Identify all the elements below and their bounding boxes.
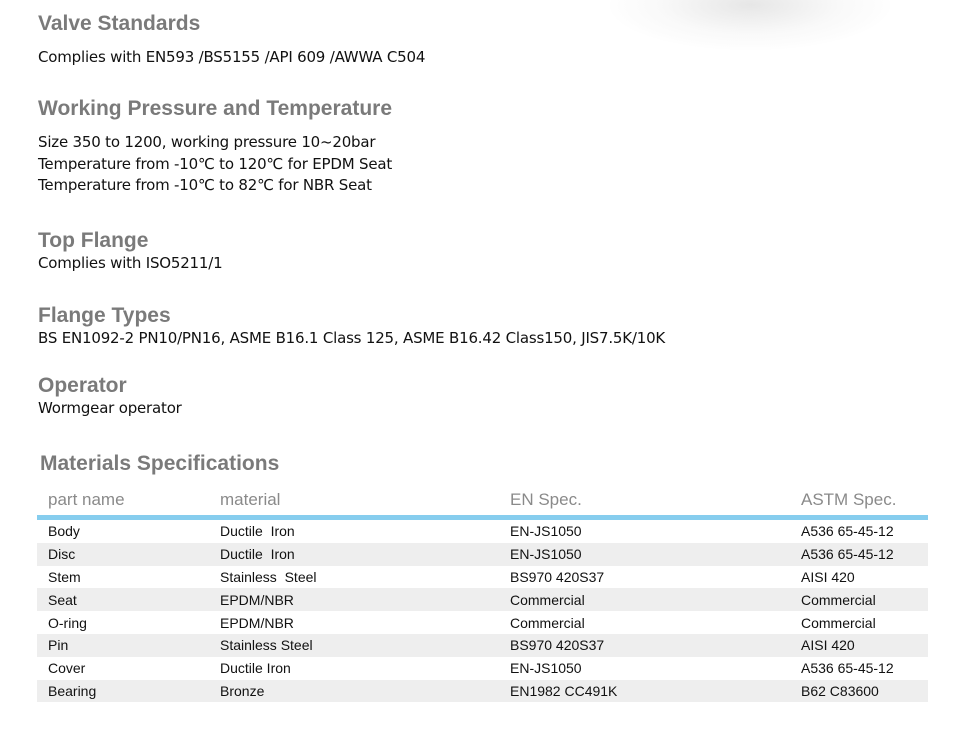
decorative-glow — [610, 0, 890, 50]
section-valve-standards — [38, 12, 425, 69]
cell-en-spec: BS970 420S37 — [510, 634, 801, 657]
cell-material: Bronze — [220, 680, 510, 703]
section-flange-types — [38, 304, 665, 350]
section-text: Complies with EN593 /BS5155 /API 609 /AWWA C504 — [38, 48, 426, 66]
cell-material: Ductile Iron — [220, 660, 291, 677]
cell-en-spec: EN1982 CC491K — [510, 680, 801, 703]
cell-material: EPDM/NBR — [220, 588, 510, 611]
cell-astm-spec: B62 C83600 — [801, 680, 928, 703]
section-top-flange — [38, 229, 222, 275]
cell-astm-spec: A536 65-45-12 — [801, 660, 894, 677]
section-text: Temperature from -10℃ to 82℃ for NBR Seat — [38, 176, 372, 194]
cell-en-spec: EN-JS1050 — [510, 543, 801, 566]
section-text: Complies with ISO5211/1 — [38, 254, 223, 272]
table-row — [37, 566, 928, 589]
cell-astm-spec: Commercial — [801, 614, 876, 631]
column-header-material: material — [220, 484, 510, 518]
table-row — [37, 543, 928, 566]
section-text: Size 350 to 1200, working pressure 10~20bar — [38, 133, 376, 151]
cell-material: Stainless Steel — [220, 568, 317, 585]
table-row — [37, 518, 928, 543]
section-heading: Top Flange — [38, 229, 149, 252]
materials-title: Materials Specifications — [40, 452, 280, 475]
cell-part-name: Seat — [37, 588, 220, 611]
cell-part-name: Stem — [48, 568, 81, 585]
cell-material: EPDM/NBR — [220, 614, 294, 631]
cell-material: Ductile Iron — [220, 543, 510, 566]
cell-en-spec: EN-JS1050 — [510, 660, 582, 677]
cell-astm-spec: AISI 420 — [801, 568, 855, 585]
cell-part-name: Pin — [37, 634, 220, 657]
section-heading: Valve Standards — [38, 12, 201, 35]
table-row — [37, 657, 928, 680]
section-operator — [38, 374, 182, 420]
cell-part-name: Disc — [37, 543, 220, 566]
cell-astm-spec: AISI 420 — [801, 634, 928, 657]
section-working-pressure — [38, 97, 392, 197]
table-row — [37, 680, 928, 703]
section-heading: Working Pressure and Temperature — [38, 97, 392, 120]
materials-table — [37, 484, 928, 702]
section-heading: Operator — [38, 374, 127, 397]
cell-material: Stainless Steel — [220, 634, 510, 657]
cell-en-spec: EN-JS1050 — [510, 523, 582, 540]
cell-astm-spec: Commercial — [801, 588, 928, 611]
cell-en-spec: BS970 420S37 — [510, 568, 605, 585]
cell-astm-spec: A536 65-45-12 — [801, 523, 894, 540]
cell-en-spec: Commercial — [510, 588, 801, 611]
section-text: Temperature from -10℃ to 120℃ for EPDM Seat — [38, 154, 393, 173]
cell-part-name: Cover — [48, 660, 86, 677]
cell-part-name: Body — [48, 523, 80, 540]
section-text: BS EN1092-2 PN10/PN16, ASME B16.1 Class 125, ASME B16.42 Class150, JIS7.5K/10K — [38, 329, 666, 347]
cell-en-spec: Commercial — [510, 614, 585, 631]
column-header-astm-spec: ASTM Spec. — [801, 484, 928, 518]
section-heading: Flange Types — [38, 304, 171, 327]
table-row — [37, 611, 928, 634]
cell-part-name: Bearing — [37, 680, 220, 703]
cell-astm-spec: A536 65-45-12 — [801, 543, 928, 566]
table-header-row — [37, 484, 928, 518]
column-header-en-spec: EN Spec. — [510, 484, 801, 518]
cell-material: Ductile Iron — [220, 523, 295, 540]
cell-part-name: O-ring — [48, 614, 87, 631]
section-text: Wormgear operator — [38, 399, 182, 417]
column-header-part-name: part name — [37, 484, 220, 518]
table-row — [37, 634, 928, 657]
table-row — [37, 588, 928, 611]
